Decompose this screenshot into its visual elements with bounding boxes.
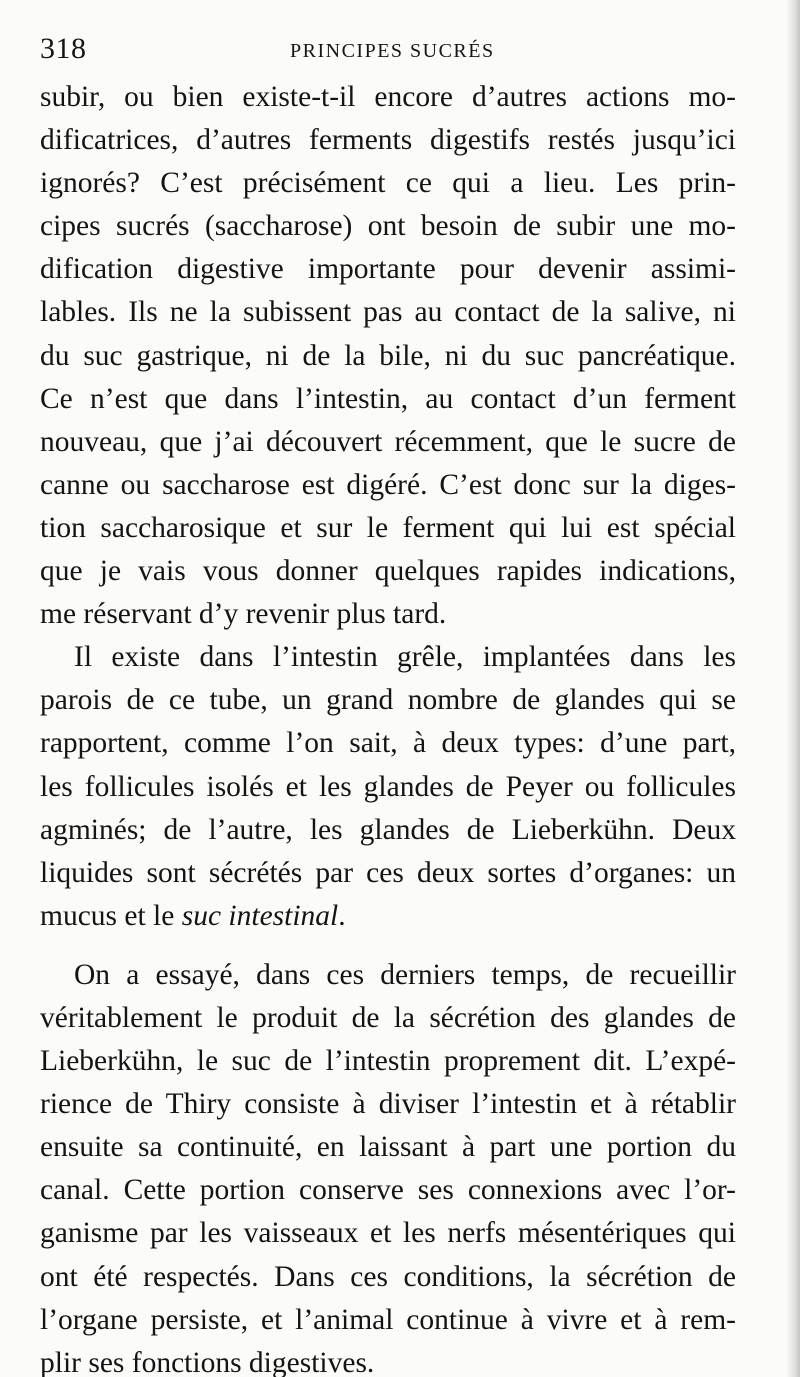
text-line: liquides sont sécrétés par ces deux sortes d’organes: un (40, 856, 736, 889)
text-line: nouveau, que j’ai découvert récemment, que le sucre de (40, 425, 736, 458)
text-line: subir, ou bien existe-t-il encore d’autres actions mo- (40, 81, 736, 113)
text-line: ont été respectés. Dans ces conditions, la sécrétion de (40, 1260, 736, 1293)
text-line: lables. Ils ne la subissent pas au contact de la salive, ni (40, 296, 736, 329)
text-line: Lieberkühn, le suc de l’intestin proprement dit. L’expé- (40, 1045, 736, 1078)
text-line: l’organe persiste, et l’animal continue à vivre et à rem- (40, 1303, 736, 1336)
text-line: rience de Thiry consiste à diviser l’intestin et à rétablir (40, 1088, 736, 1121)
text-line: rapportent, comme l’on sait, à deux types: d’une part, (40, 727, 736, 760)
text-line: du suc gastrique, ni de la bile, ni du suc pancréatique. (40, 339, 736, 372)
text-line: plir ses fonctions digestives. (40, 1346, 375, 1377)
text-line: dificatrices, d’autres ferments digestifs restés jusqu’ici (40, 124, 736, 157)
text-line: les follicules isolés et les glandes de Peyer ou follicules (40, 770, 736, 803)
page-edge-shadow (786, 0, 800, 1377)
text-line: dification digestive importante pour devenir assimi- (40, 253, 736, 286)
text-line (40, 895, 736, 938)
paragraph-2 (40, 636, 736, 938)
text-line: On a essayé, dans ces derniers temps, de recueillir (74, 958, 736, 991)
text-line: canne ou saccharose est digéré. C’est donc sur la diges- (40, 468, 736, 501)
page-header (40, 30, 740, 70)
paragraph-1 (40, 76, 736, 636)
paragraph-3 (40, 954, 736, 1377)
text-line: ganisme par les vaisseaux et les nerfs mésentériques qui (40, 1217, 736, 1250)
text-line: Il existe dans l’intestin grêle, implantées dans les (74, 641, 736, 674)
text-fragment: mucus et le (40, 899, 182, 932)
text-line: Ce n’est que dans l’intestin, au contact d’un ferment (40, 382, 736, 415)
running-title: PRINCIPES SUCRÉS (290, 40, 495, 62)
text-line: que je vais vous donner quelques rapides indications, (40, 555, 736, 588)
text-line: canal. Cette portion conserve ses connexions avec l’or- (40, 1174, 736, 1207)
text-line: véritablement le produit de la sécrétion des glandes de (40, 1001, 736, 1034)
text-line: me réservant d’y revenir plus tard. (40, 598, 447, 631)
text-fragment: . (338, 899, 346, 932)
text-line: cipes sucrés (saccharose) ont besoin de subir une mo- (40, 210, 736, 243)
emphasized-term: suc intestinal (181, 899, 339, 932)
body-text (40, 76, 736, 1377)
text-line: tion saccharosique et sur le ferment qui lui est spécial (40, 511, 736, 544)
text-line: agminés; de l’autre, les glandes de Lieberkühn. Deux (40, 813, 736, 846)
text-line: ensuite sa continuité, en laissant à part une portion du (40, 1131, 736, 1164)
paragraph-gap (40, 938, 736, 954)
text-line: parois de ce tube, un grand nombre de glandes qui se (40, 684, 736, 717)
page-number: 318 (40, 32, 87, 65)
text-line: ignorés? C’est précisément ce qui a lieu. Les prin- (40, 167, 736, 200)
